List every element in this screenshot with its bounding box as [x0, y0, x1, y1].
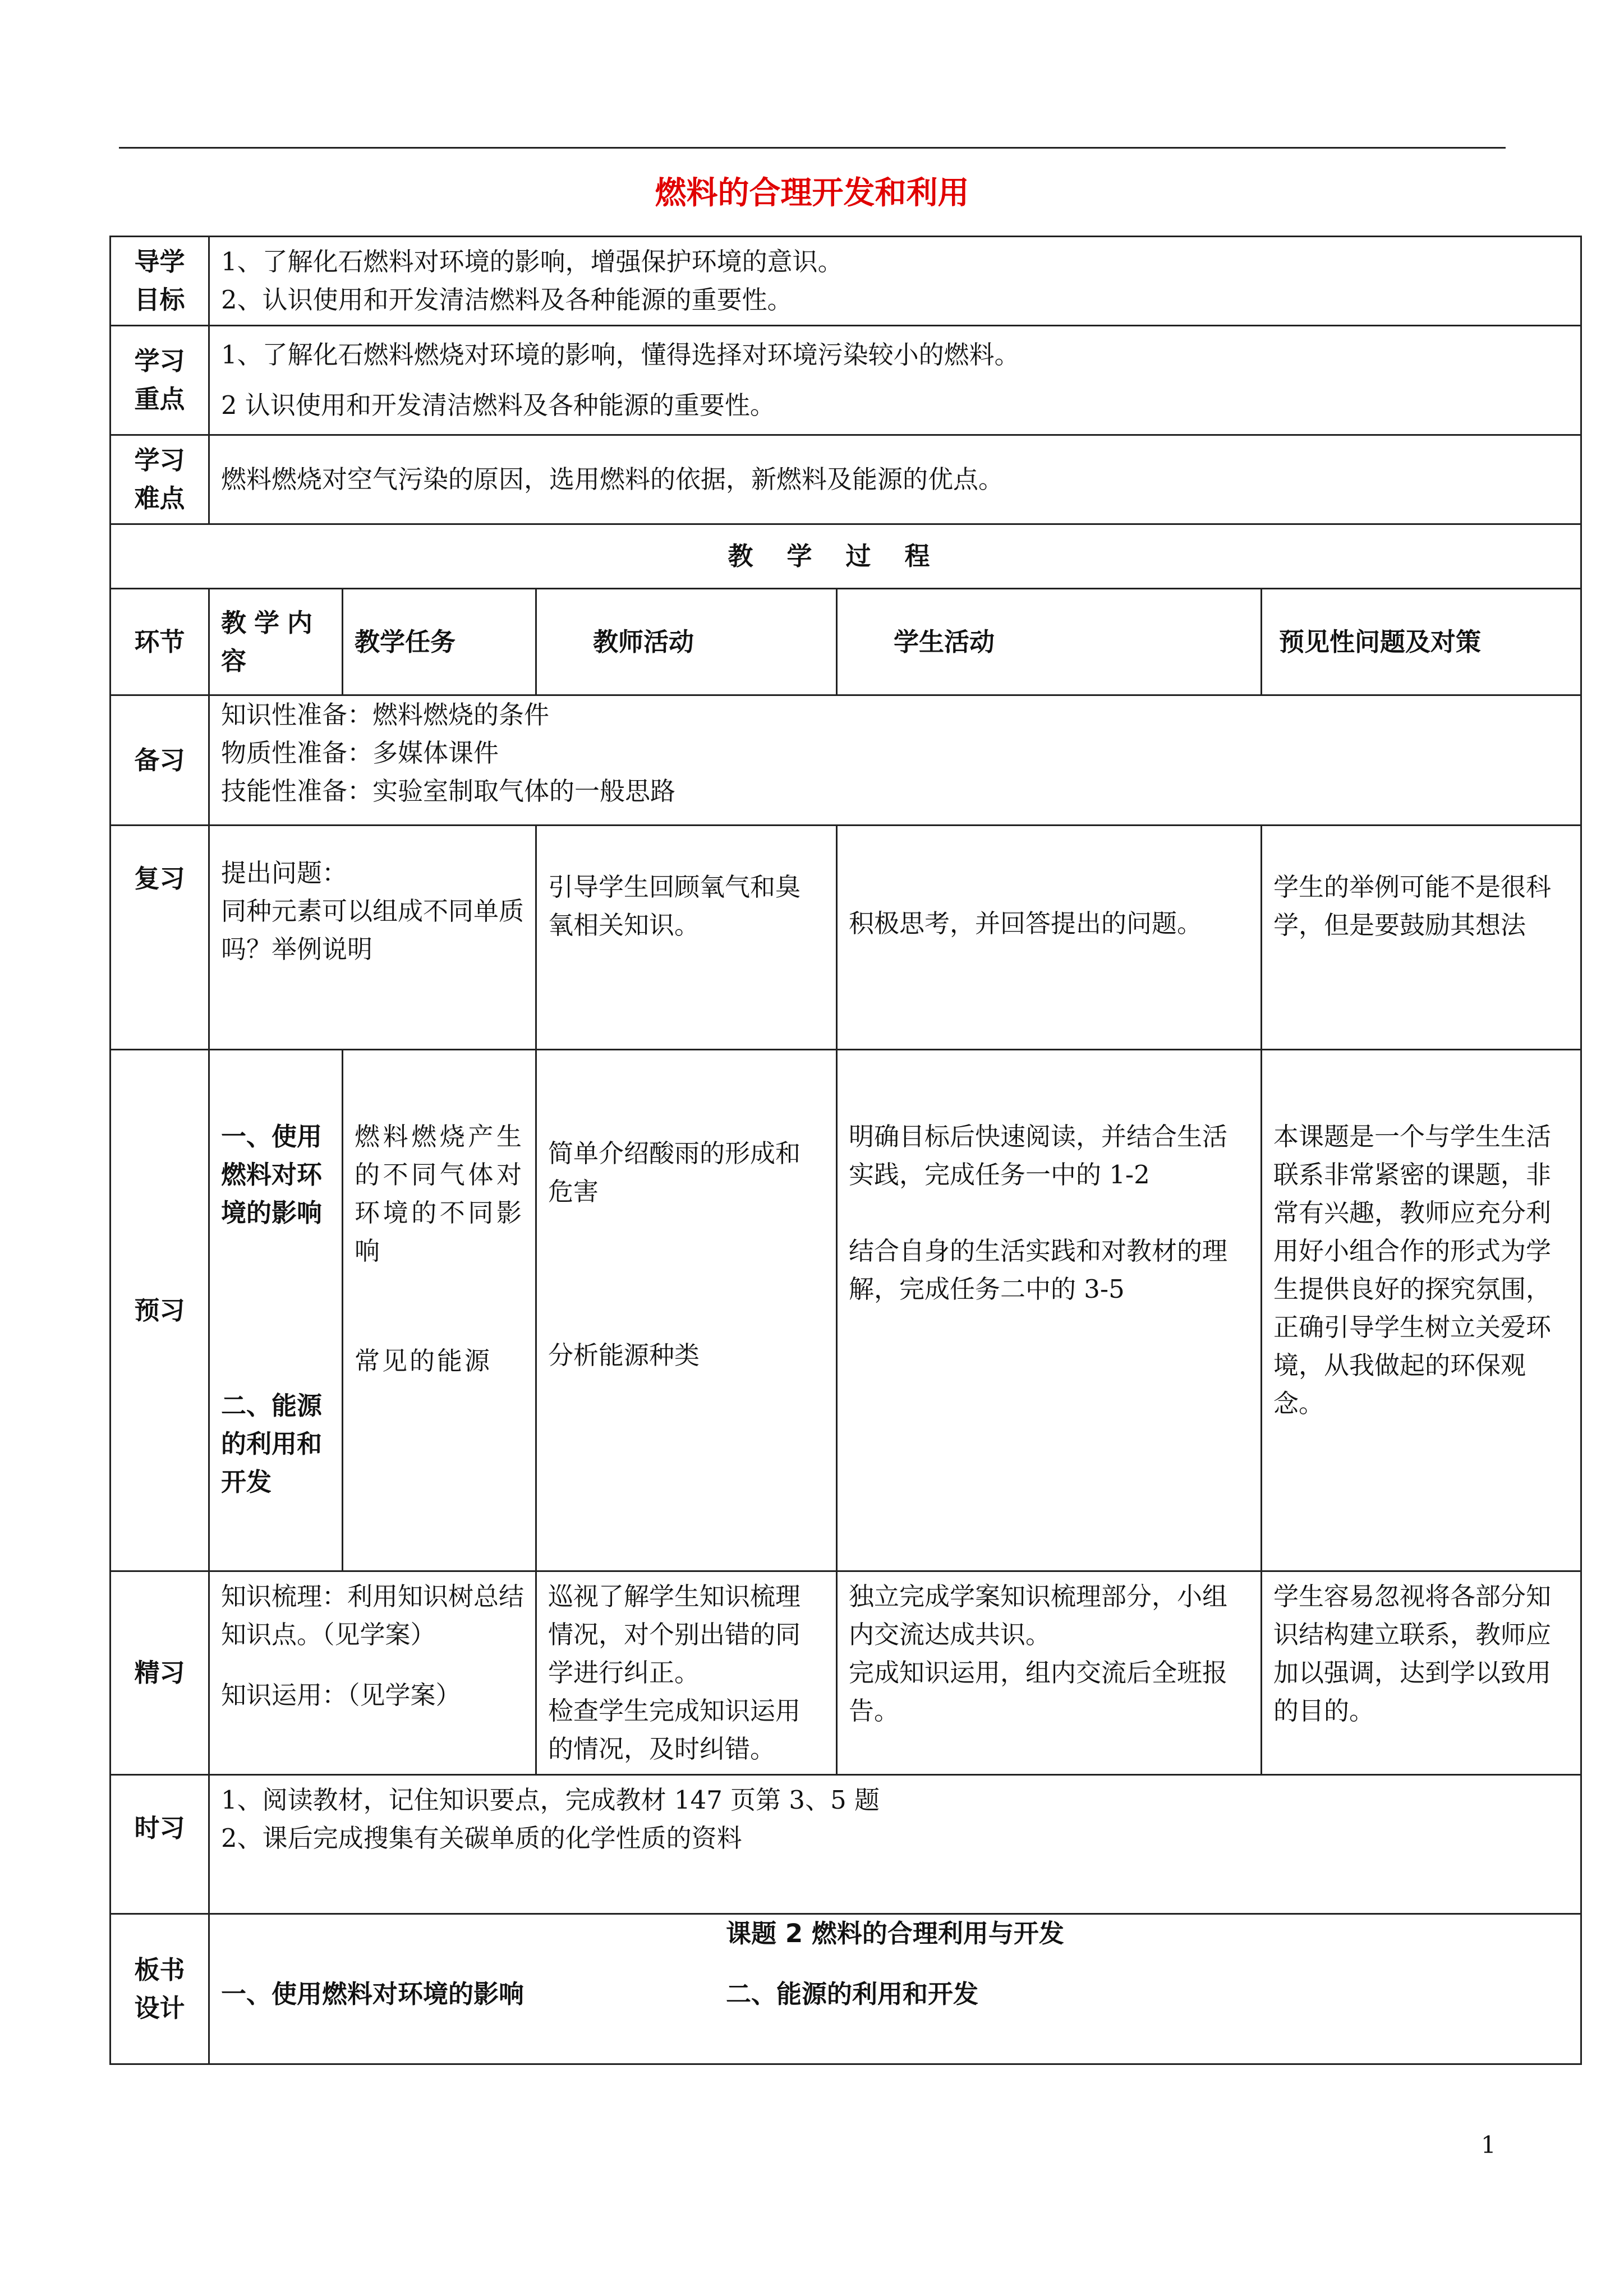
- yuxi-student-item: 结合自身的生活实践和对教材的理解，完成任务二中的 3-5: [849, 1236, 1228, 1304]
- yuxi-teacher: [536, 1050, 837, 1571]
- board-item: 二、能源的利用和开发: [726, 1979, 979, 2009]
- yuxi-task: [343, 1050, 536, 1571]
- yuxi-task-item: 常见的能源: [355, 1346, 493, 1376]
- col-header-task: 教学任务: [343, 589, 536, 695]
- yuxi-content-item: 一、使用燃料对环境的影响: [221, 1122, 323, 1228]
- jingxi-label: 精习: [111, 1571, 209, 1775]
- jingxi-teacher: [536, 1571, 837, 1775]
- key-points-cell: [209, 326, 1581, 435]
- goals-line: 2、认识使用和开发清洁燃料及各种能源的重要性。: [221, 285, 793, 315]
- yuxi-task-item: 燃料燃烧产生的不同气体对环境的不同影响: [355, 1122, 524, 1266]
- shixi-line: 2、课后完成搜集有关碳单质的化学性质的资料: [221, 1823, 742, 1853]
- beixi-line: 知识性准备：燃料燃烧的条件: [221, 700, 550, 730]
- yuxi-content: [209, 1050, 343, 1571]
- difficulties-text: 燃料燃烧对空气污染的原因，选用燃料的依据，新燃料及能源的优点。: [209, 435, 1581, 524]
- board-label: [111, 1914, 209, 2064]
- key-points-label: 学习重点: [111, 326, 209, 435]
- yuxi-student: [837, 1050, 1262, 1571]
- lesson-plan-table: [109, 236, 1582, 2065]
- beixi-cell: [209, 695, 1581, 826]
- board-cell: [209, 1914, 1581, 2064]
- jingxi-student-item: 完成知识运用，组内交流后全班报告。: [849, 1658, 1228, 1726]
- fuxi-prediction: 学生的举例可能不是很科学，但是要鼓励其想法: [1262, 826, 1581, 1050]
- yuxi-content-item: 二、能源的利用和开发: [221, 1391, 323, 1497]
- fuxi-student: 积极思考，并回答提出的问题。: [837, 826, 1262, 1050]
- key-point-line: 1、了解化石燃料燃烧对环境的影响，懂得选择对环境污染较小的燃料。: [221, 340, 1020, 370]
- board-label-line: 板书: [134, 1954, 185, 1985]
- jingxi-student-item: 独立完成学案知识梳理部分，小组内交流达成共识。: [849, 1582, 1228, 1649]
- fuxi-content: [209, 826, 536, 1050]
- jingxi-student: [837, 1571, 1262, 1775]
- yuxi-teacher-item: 分析能源种类: [548, 1340, 700, 1370]
- header-rule: [119, 147, 1506, 149]
- col-header-student: 学生活动: [837, 589, 1262, 695]
- beixi-line: 物质性准备：多媒体课件: [221, 738, 499, 768]
- board-item: 一、使用燃料对环境的影响: [221, 1979, 525, 2009]
- col-header-prediction: 预见性问题及对策: [1262, 589, 1581, 695]
- board-title: 课题 2 燃料的合理利用与开发: [726, 1919, 1064, 1948]
- fuxi-label: 复习: [111, 826, 209, 1050]
- jingxi-prediction: 学生容易忽视将各部分知识结构建立联系，教师应加以强调，达到学以致用的目的。: [1262, 1571, 1581, 1775]
- col-header-content: 教学内容: [209, 589, 343, 695]
- page-title: 燃料的合理开发和利用: [655, 175, 969, 211]
- col-header-stage: 环节: [111, 589, 209, 695]
- fuxi-teacher: 引导学生回顾氧气和臭氧相关知识。: [536, 826, 837, 1050]
- yuxi-prediction: 本课题是一个与学生生活联系非常紧密的课题，非常有兴趣，教师应充分利用好小组合作的形式为学生提供良好的探究氛围，正确引导学生树立关爱环境，从我做起的环保观念。: [1262, 1050, 1581, 1571]
- shixi-cell: [209, 1775, 1581, 1914]
- goals-line: 1、了解化石燃料对环境的影响，增强保护环境的意识。: [221, 247, 843, 276]
- jingxi-content: [209, 1571, 536, 1775]
- beixi-line: 技能性准备：实验室制取气体的一般思路: [221, 776, 676, 806]
- yuxi-student-item: 明确目标后快速阅读，并结合生活实践，完成任务一中的 1-2: [849, 1122, 1228, 1190]
- yuxi-teacher-item: 简单介绍酸雨的形成和危害: [548, 1138, 801, 1206]
- page-number: 1: [1481, 2131, 1496, 2159]
- beixi-label: 备习: [111, 695, 209, 826]
- jingxi-teacher-item: 检查学生完成知识运用的情况，及时纠错。: [548, 1696, 801, 1764]
- fuxi-content-line: 同种元素可以组成不同单质吗？举例说明: [221, 896, 525, 964]
- board-items: [221, 1975, 1569, 2013]
- jingxi-content-item: 知识梳理：利用知识树总结知识点。（见学案）: [221, 1582, 525, 1649]
- jingxi-teacher-item: 巡视了解学生知识梳理情况，对个别出错的同学进行纠正。: [548, 1582, 801, 1688]
- goals-label: 导学目标: [111, 237, 209, 326]
- fuxi-content-line: 提出问题：: [221, 858, 348, 888]
- col-header-teacher: 教师活动: [536, 589, 837, 695]
- goals-cell: [209, 237, 1581, 326]
- shixi-line: 1、阅读教材，记住知识要点，完成教材 147 页第 3、5 题: [221, 1785, 880, 1815]
- board-label-line: 设计: [134, 1993, 185, 2023]
- difficulties-label: 学习难点: [111, 435, 209, 524]
- shixi-label: 时习: [111, 1775, 209, 1914]
- process-title: 教学过程: [111, 524, 1581, 589]
- key-point-line: 2 认识使用和开发清洁燃料及各种能源的重要性。: [221, 390, 775, 420]
- yuxi-label: 预习: [111, 1050, 209, 1571]
- jingxi-content-item: 知识运用：（见学案）: [221, 1680, 461, 1710]
